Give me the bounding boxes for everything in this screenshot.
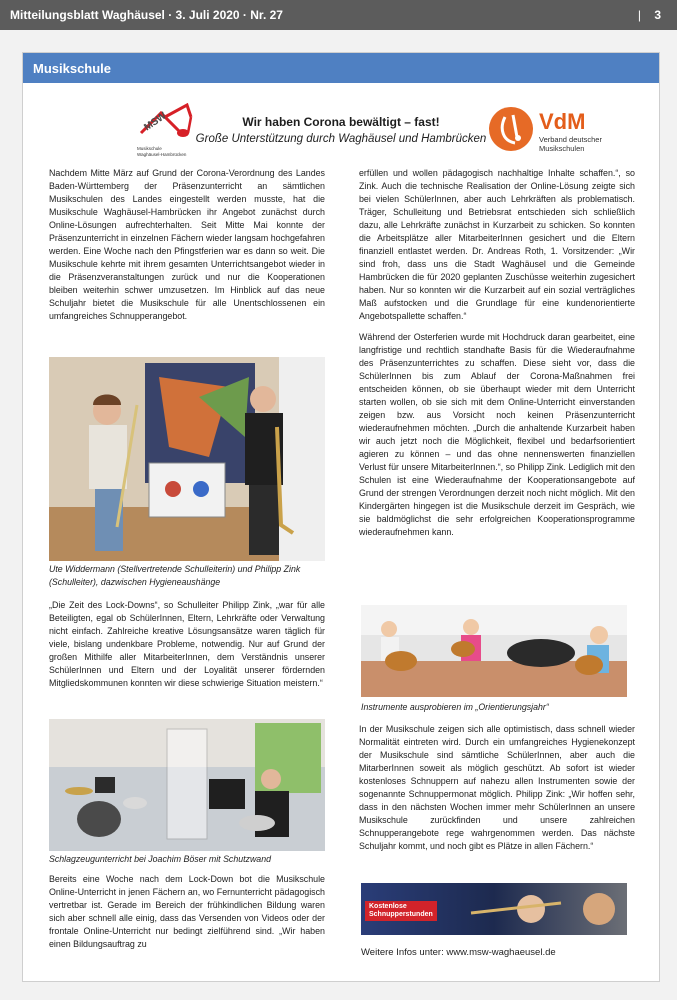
header-separator: | — [637, 8, 641, 22]
children-instruments-photo — [361, 605, 627, 697]
right-column-paragraph-3: In der Musikschule zeigen sich alle optimistisch, dass schnell wieder Normalität eintreten wird. Durch ein umfangreiches Hygienekonzept der Musikschule sind sämtliche SchülerInnen, aber auch die MitarberInnen soweit als möglich geschützt. Ab sofort ist wieder kostenloses Schnuppern auf nahezu allen Instrumenten sowie der sogenannte Schnuppermonat möglich. Philipp Zink: „Wir hoffen sehr, dass in den nächsten Wochen immer mehr SchülerInnen an unsere Musikschule zurückfinden und unsere zahlreichen Schnupperangebote rege wahrgenommen werden. Das nächste Schuljahr kommt, und noch gibt es Plätze in allen Fächern.“ — [359, 724, 635, 851]
vdm-subtitle-line-2: Musikschulen — [539, 144, 585, 153]
right-column-paragraph-2: Während der Osterferien wurde mit Hochdruck daran gearbeitet, eine langfristige und rechtlich standhafte Basis für die Wiederaufnahme des Präsenzunterrichtes zu schaffen. Diese sieht vor, dass die SchülerInnen bis zum Ablauf der Corona-Maßnahmen frei entscheiden können, ob sie überhaupt wieder mit dem Unterricht starten wollen, ob sie sich mit dem Online-Unterricht einverstanden zeigen bzw. aus Vorsicht noch keinen Präsenzunterricht wiederaufnehmen möchten. „Durch die anhaltende Kurzarbeit haben wir auch jetzt noch die Möglichkeit, flexibel und bedarfsorientiert agieren zu können – und das ohne nennenswerten finanziellen Verlust für unsere MitarbeiterInnen.“, so Philipp Zink. Lediglich mit den Schulen ist eine Wiederaufnahme der Kooperationsangebote auf Grund der strengen Verordnungen derzeit noch nicht möglich. Mit den Kindergärten hingegen ist die Musikschule derzeit im Gespräch, wie sie baldmöglichst die sehr erfolgreichen Kooperationsprogramme wiederaufnehmen kann. — [359, 332, 635, 537]
section-header — [23, 53, 659, 83]
article-page — [22, 52, 660, 982]
svg-text:MSW: MSW — [142, 110, 169, 134]
photo-caption-2: Schlagzeugunterricht bei Joachim Böser mit Schutzwand — [49, 854, 271, 864]
left-column-paragraph-1: Nachdem Mitte März auf Grund der Corona-Verordnung des Landes Baden-Württemberg der Präsenzunterricht an sämtlichen Musikschulen des Landes eingestellt werden musste, hat die Musikschule Waghäusel-Hambrücken ihr Angebot zunächst durch Online-Lösungen aufrechterhalten. Seit Mitte Mai konnte der Präsenzunterricht in einzelnen Fächern wieder langsam hochgefahren werden. Eine Woche nach den Pfingstferien war es dann so weit. Die Musikschule kehrte mit ihrem gesamten Unterrichtsangebot wieder in die Präsenzveranstaltungen zurück und nur die Kooperationen bleiben weiterhin schwer umzusetzen. Im Hinblick auf das neue Schuljahr bietet die Musikschule für alle Unentschlossenen ein umfangreiches Schnupperangebot. — [49, 168, 325, 321]
teachers-photo — [49, 357, 325, 561]
vdm-subtitle-line-1: Verband deutscher — [539, 135, 602, 144]
trial-lessons-banner — [361, 883, 627, 935]
article-title: Wir haben Corona bewältigt – fast! — [242, 115, 440, 129]
msw-caption-2: Waghäusel-Hambrücken — [137, 152, 187, 157]
photo-caption-3: Instrumente ausprobieren im „Orientierungsjahr“ — [361, 702, 549, 712]
page-number: 3 — [654, 8, 661, 22]
trial-lessons-tag-line-1: Kostenlose — [369, 903, 407, 910]
page-header — [0, 0, 677, 30]
vdm-name: VdM — [539, 109, 586, 134]
trial-lessons-tag-line-2: Schnupperstunden — [369, 911, 433, 918]
page-number-area — [638, 8, 661, 22]
article-subtitle: Große Unterstützung durch Waghäusel und Hambrücken — [195, 133, 487, 145]
article-title-block — [23, 115, 659, 145]
more-info-link[interactable]: Weitere Infos unter: www.msw-waghaeusel.de — [361, 947, 556, 958]
left-column-paragraph-2: „Die Zeit des Lock-Downs“, so Schulleiter Philipp Zink, „war für alle Beteiligten, egal ob SchülerInnen, Eltern, Lehrkräfte oder Verwaltung nicht einfach. Zahlreiche kreative Lösungsansätze waren täglich für viele, bislang undenkbare Probleme, notwendig. Nur auf Grund der großen Mithilfe aller MitarbeiterInnen, dem Verständnis unserer SchülerInnen und Eltern und der Loyalität unserer fördernden Mitgliedskommunen konnten wir diese schwierige Situation meistern.“ — [49, 600, 325, 688]
publication-title: Mitteilungsblatt Waghäusel · 3. Juli 2020 · Nr. 27 — [10, 8, 283, 22]
section-title: Musikschule — [33, 61, 112, 76]
trial-lessons-tag — [365, 901, 437, 921]
left-column-paragraph-3: Bereits eine Woche nach dem Lock-Down bot die Musikschule Online-Unterricht in jenen Fächern an, wo Fernunterricht pädagogisch vertretbar ist. Gerade im Bereich der frühkindlichen Bildung waren sich aber schnell alle einig, dass das Versenden von Videos oder der frontale Online-Unterricht nur bedingt zielführend sind. „Wir haben einen Bildungsauftrag zu — [49, 874, 325, 949]
right-column-paragraph-1: erfüllen und wollen pädagogisch nachhaltige Inhalte schaffen.“, so Zink. Auch die technische Realisation der Online-Lösung zeigte sich bei vielen SchülerInnen, aber auch Lehrkräften als problematisch. Träger, Schulleitung und Betriebsrat entschieden sich schließlich dazu, alle Lehrkräfte zunächst in Kurzarbeit zu schicken. So konnten die Arbeitsplätze aller MitarbeiterInnen gesichert und die Eltern finanziell entlastet werden. Dr. Andreas Roth, 1. Vorsitzender: „Wir sind froh, dass uns die Stadt Waghäusel und die Gemeinde Hambrücken die für 2020 geplanten Zuschüsse weiterhin zugesichert haben. Nur so konnten wir die Kurzarbeit auf ein sozial verträgliches Maß aufstocken und die Grundlage für eine kundenorientierte Angebotspallette schaffen.“ — [359, 168, 635, 321]
drum-lesson-photo — [49, 719, 325, 851]
photo-caption-1: Ute Widdermann (Stellvertretende Schulleiterin) und Philipp Zink (Schulleiter), dazwischen Hygieneaushänge — [49, 564, 301, 587]
msw-caption-1: Musikschule — [137, 146, 162, 151]
